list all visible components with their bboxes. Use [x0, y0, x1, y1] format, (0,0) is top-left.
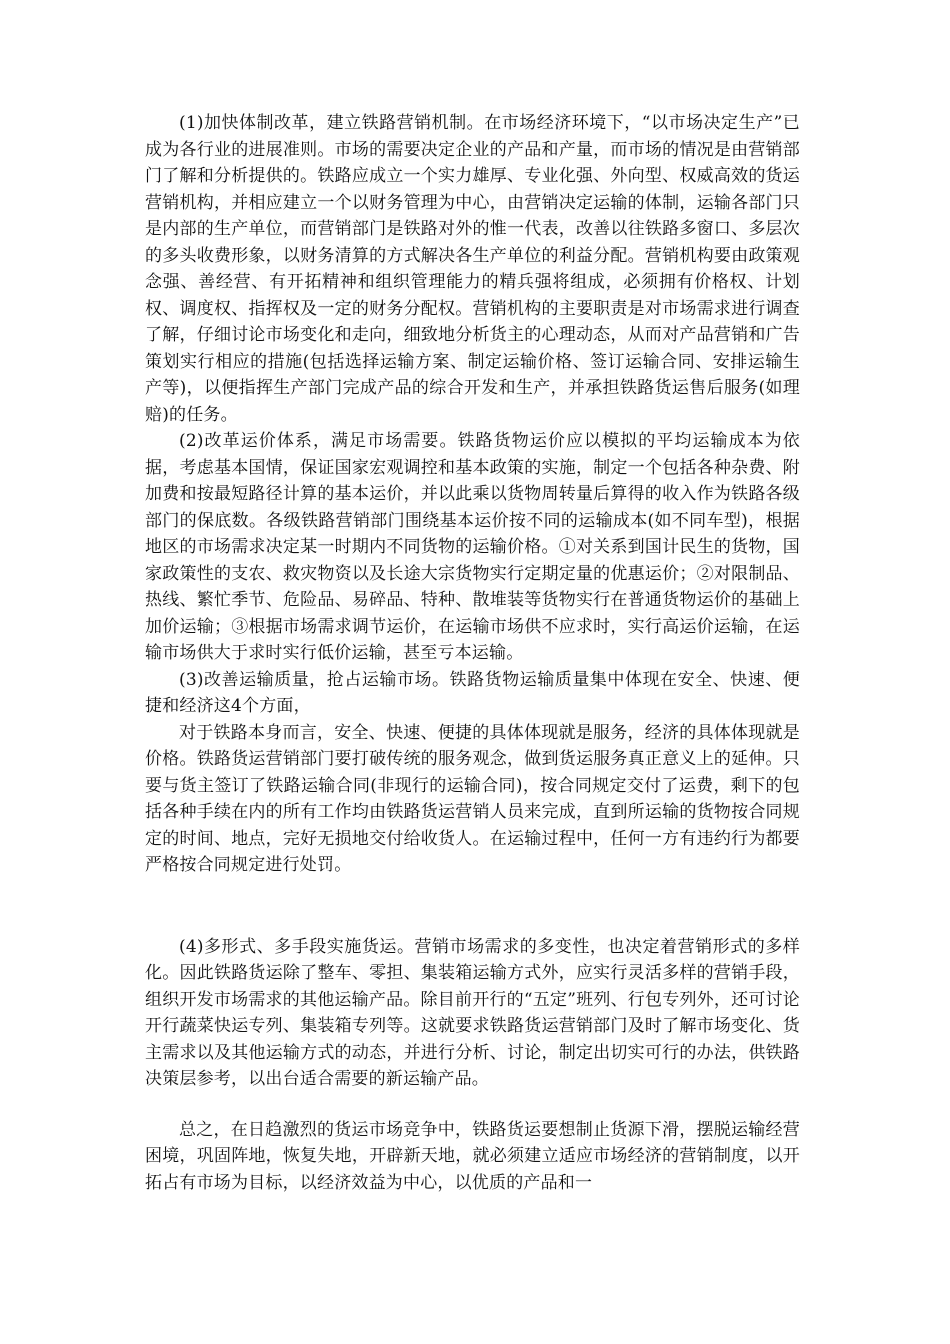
paragraph-spacer	[145, 879, 800, 934]
paragraph-freight-rate-reform: (2)改革运价体系，满足市场需要。铁路货物运价应以模拟的平均运输成本为依据，考虑基本国情，保证国家宏观调控和基本政策的实施，制定一个包括各种杂费、附加费和按最短路径计算的基本运价，并以此乘以货物周转量后算得的收入作为铁路各级部门的保底数。各级铁路营销部门围绕基本运价按不同的运输成本(如不同车型)，根据地区的市场需求决定某一时期内不同货物的运输价格。①对关系到国计民生的货物，国家政策性的支农、救灾物资以及长途大宗货物实行定期定量的优惠运价；②对限制品、热线、繁忙季节、危险品、易碎品、特种、散堆装等货物实行在普通货物运价的基础上加价运输；③根据市场需求调节运价，在运输市场供不应求时，实行高运价运输，在运输市场供大于求时实行低价运输，甚至亏本运输。	[145, 431, 800, 663]
paragraph-transport-quality: (3)改善运输质量，抢占运输市场。铁路货物运输质量集中体现在安全、快速、便捷和经济这4个方面，	[145, 669, 800, 716]
paragraph-multiple-forms: (4)多形式、多手段实施货运。营销市场需求的多变性，也决定着营销形式的多样化。因此铁路货运除了整车、零担、集装箱运输方式外，应实行灵活多样的营销手段，组织开发市场需求的其他运输产品。除目前开行的“五定”班列、行包专列外，还可讨论开行蔬菜快运专列、集装箱专列等。这就要求铁路货运营销部门及时了解市场变化、货主需求以及其他运输方式的动态，并进行分析、讨论，制定出切实可行的办法，供铁路决策层参考，以出台适合需要的新运输产品。	[145, 936, 800, 1089]
paragraph-spacer	[145, 1093, 800, 1117]
document-body	[145, 110, 800, 1196]
paragraph-system-reform: (1)加快体制改革，建立铁路营销机制。在市场经济环境下，“以市场决定生产”已成为各行业的进展准则。市场的需要决定企业的产品和产量，而市场的情况是由营销部门了解和分析提供的。铁路应成立一个实力雄厚、专业化强、外向型、权威高效的货运营销机构，并相应建立一个以财务管理为中心，由营销决定运输的体制，运输各部门只是内部的生产单位，而营销部门是铁路对外的惟一代表，改善以往铁路多窗口、多层次的多头收费形象，以财务清算的方式解决各生产单位的利益分配。营销机构要由政策观念强、善经营、有开拓精神和组织管理能力的精兵强将组成，必须拥有价格权、计划权、调度权、指挥权及一定的财务分配权。营销机构的主要职责是对市场需求进行调查了解，仔细讨论市场变化和走向，细致地分析货主的心理动态，从而对产品营销和广告策划实行相应的措施(包括选择运输方案、制定运输价格、签订运输合同、安排运输生产等)，以便指挥生产部门完成产品的综合开发和生产，并承担铁路货运售后服务(如理赔)的任务。	[145, 113, 800, 425]
paragraph-conclusion: 总之，在日趋激烈的货运市场竞争中，铁路货运要想制止货源下滑，摆脱运输经营困境，巩固阵地，恢复失地，开辟新天地，就必须建立适应市场经济的营销制度，以开拓占有市场为目标，以经济效益为中心，以优质的产品和一	[145, 1119, 800, 1193]
paragraph-service-and-price: 对于铁路本身而言，安全、快速、便捷的具体体现就是服务，经济的具体体现就是价格。铁路货运营销部门要打破传统的服务观念，做到货运服务真正意义上的延伸。只要与货主签订了铁路运输合同(非现行的运输合同)，按合同规定交付了运费，剩下的包括各种手续在内的所有工作均由铁路货运营销人员来完成，直到所运输的货物按合同规定的时间、地点，完好无损地交付给收货人。在运输过程中，任何一方有违约行为都要严格按合同规定进行处罚。	[145, 722, 800, 875]
